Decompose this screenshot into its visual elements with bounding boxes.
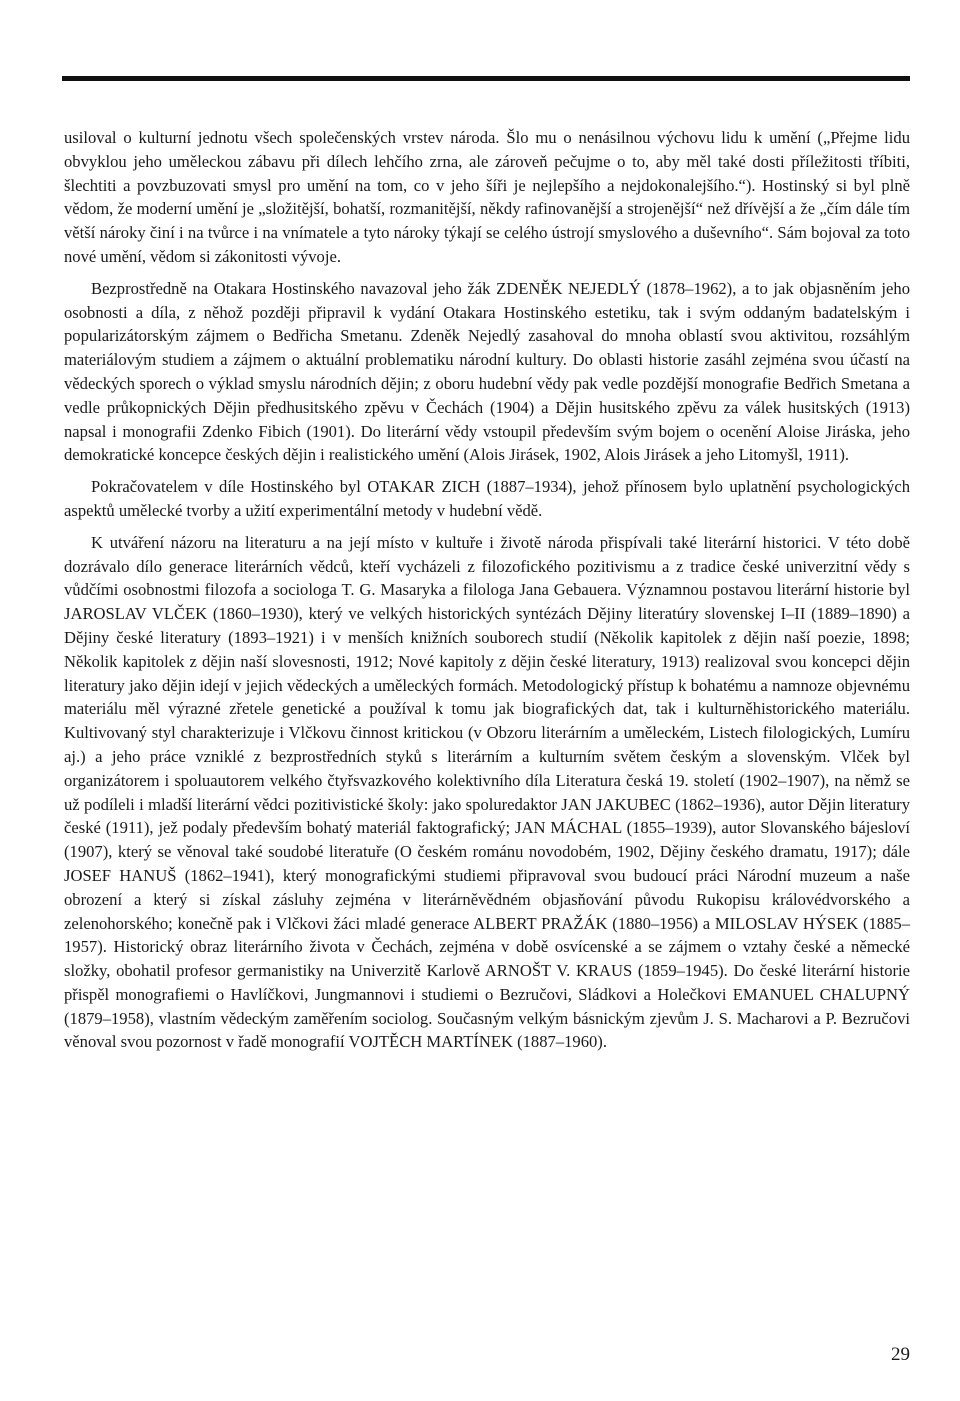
paragraph: usiloval o kulturní jednotu všech společenských vrstev národa. Šlo mu o nenásilnou výchovu lidu k umění („Přejme lidu obvyklou jeho uměleckou zábavu při dílech lehčího zrna, ale zároveň pečujme o to, aby měl také dosti příležitosti tříbiti, šlechtiti a povzbuzovati smysl pro umění na tom, co v jeho šíři je nejlepšího a nejdokonalejšího.“). Hostinský si byl plně vědom, že moderní umění je „složitější, bohatší, rozmanitější, někdy rafinovanější a strojenější“ než dřívější a že „čím dále tím větší nároky činí i na tvůrce i na vnímatele a tyto nároky týkají se celého ústrojí smyslového a duševního“. Sám bojoval za toto nové umění, vědom si zákonitosti vývoje.	[64, 128, 910, 266]
body-text	[64, 126, 910, 1054]
page-number: 29	[891, 1344, 910, 1365]
paragraph: Bezprostředně na Otakara Hostinského navazoval jeho žák ZDENĚK NEJEDLÝ (1878–1962), a to jak objasněním jeho osobnosti a díla, z něhož později připravil k vydání Otakara Hostinského estetiku, tak i svým oddaným badatelským i popularizátorským zájmem o Bedřicha Smetanu. Zdeněk Nejedlý zasahoval do mnoha oblastí svou aktivitou, rozsáhlým materiálovým studiem a zájmem o aktuální problematiku národní kultury. Do oblasti historie zasáhl zejména svou účastí na vědeckých sporech o výklad smyslu národních dějin; z oboru hudební vědy pak vedle pozdější monografie Bedřich Smetana a vedle průkopnických Dějin předhusitského zpěvu v Čechách (1904) a Dějin husitského zpěvu za válek husitských (1913) napsal i monografii Zdenko Fibich (1901). Do literární vědy vstoupil především svým bojem o ocenění Aloise Jiráska, jeho demokratické koncepce českých dějin i realistického umění (Alois Jirásek, 1902, Alois Jirásek a jeho Litomyšl, 1911).	[64, 278, 910, 465]
header-rule	[62, 76, 910, 81]
paragraph: K utváření názoru na literaturu a na její místo v kultuře i životě národa přispívali také literární historici. V této době dozrávalo dílo generace literárních vědců, kteří vycházeli z filozofického pozitivismu a z tradice české univerzitní vědy s vůdčími osobnostmi filozofa a sociologa T. G. Masaryka a filologa Jana Gebauera. Významnou postavou literární historie byl JAROSLAV VLČEK (1860–1930), který ve velkých historických syntézách Dějiny literatúry slovenskej I–II (1889–1890) a Dějiny české literatury (1893–1921) i v menších knižních souborech studií (Několik kapitolek z dějin naší poezie, 1898; Několik kapitolek z dějin naší slovesnosti, 1912; Nové kapitoly z dějin české literatury, 1913) realizoval svou koncepci dějin literatury jako dějin idejí v jejich vědeckých a uměleckých formách. Metodologický přístup k bohatému a namnoze objevnému materiálu měl výrazné zřetele genetické a používal k tomu jak biografických dat, tak i kulturněhistorického materiálu. Kultivovaný styl charakterizuje i Vlčkovu činnost kritickou (v Obzoru literárním a uměleckém, Listech filologických, Lumíru aj.) a jeho práce vzniklé z bezprostředních styků s literárním a kulturním světem českým a slovenským. Vlček byl organizátorem i spoluautorem velkého čtyřsvazkového kolektivního díla Literatura česká 19. století (1902–1907), na němž se už podíleli i mladší literární vědci pozitivistické školy: jako spoluredaktor JAN JAKUBEC (1862–1936), autor Dějin literatury české (1911), jež podaly především bohatý materiál faktografický; JAN MÁCHAL (1855–1939), autor Slovanského bájesloví (1907), který se věnoval také soudobé literatuře (O českém románu novodobém, 1902, Dějiny českého dramatu, 1917); dále JOSEF HANUŠ (1862–1941), který monografickými studiemi připravoval svou budoucí práci Národní muzeum a naše obrození a který si získal zásluhy zejména v literárněvědném objasňování původu Rukopisu královédvorského a zelenohorského; konečně pak i Vlčkovi žáci mladé generace ALBERT PRAŽÁK (1880–1956) a MILOSLAV HÝSEK (1885–1957). Historický obraz literárního života v Čechách, zejména v době osvícenské a se zájmem o vztahy české a německé složky, obohatil profesor germanistiky na Univerzitě Karlově ARNOŠT V. KRAUS (1859–1945). Do české literární historie přispěl monografiemi o Havlíčkovi, Jungmannovi i studiemi o Bezručovi, Sládkovi a Holečkovi EMANUEL CHALUPNÝ (1879–1958), vlastním vědeckým zaměřením sociolog. Současným velkým básnickým zjevům J. S. Macharovi a P. Bezručovi věnoval svou pozornost v řadě monografií VOJTĚCH MARTÍNEK (1887–1960).	[64, 532, 910, 1052]
paragraph: Pokračovatelem v díle Hostinského byl OTAKAR ZICH (1887–1934), jehož přínosem bylo uplatnění psychologických aspektů umělecké tvorby a užití experimentální metody v hudební vědě.	[64, 477, 910, 520]
